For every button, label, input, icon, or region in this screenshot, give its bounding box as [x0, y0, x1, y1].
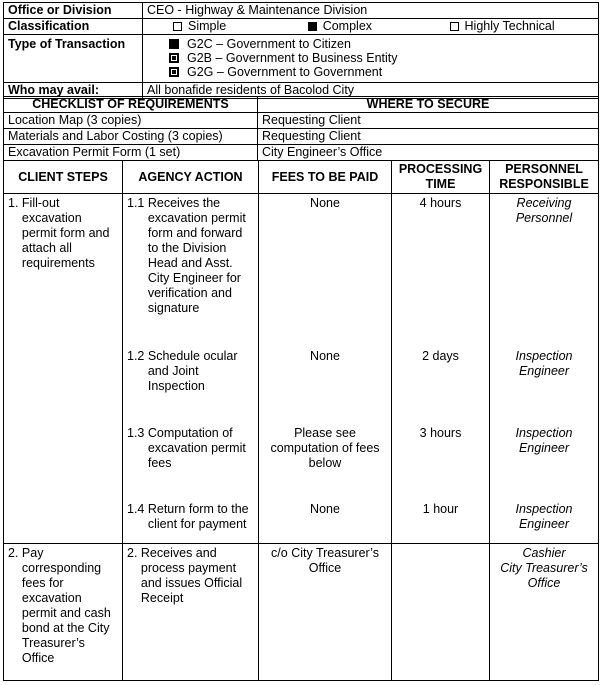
- agency-action: [127, 546, 254, 606]
- personnel-cashier: Cashier: [522, 546, 566, 560]
- requirement-source: Requesting Client: [258, 129, 599, 145]
- fee-value: None: [310, 196, 340, 210]
- fee-value: None: [310, 502, 340, 516]
- action-number: 1.4: [127, 502, 148, 516]
- checked-box-icon: [169, 67, 179, 77]
- fees-header: FEES TO BE PAID: [259, 161, 392, 194]
- option-label: G2C – Government to Citizen: [187, 37, 351, 51]
- option-label: Complex: [322, 19, 373, 33]
- agency-action-header: AGENCY ACTION: [123, 161, 259, 194]
- client-steps-header: CLIENT STEPS: [4, 161, 123, 194]
- requirement-item: Excavation Permit Form (1 set): [4, 145, 258, 161]
- fee-value: Please see computation of fees below: [270, 426, 380, 470]
- classification-complex: [308, 19, 372, 34]
- action-number: 1.3: [127, 426, 148, 440]
- checked-box-icon: [169, 53, 179, 63]
- fee-value: c/o City Treasurer’s Office: [259, 544, 392, 681]
- processing-time-header: PROCESSING TIME: [392, 161, 490, 194]
- fees-cell: [259, 194, 392, 544]
- time-value: 3 hours: [419, 426, 462, 440]
- action-number: 1.2: [127, 349, 148, 363]
- type-options: [143, 35, 599, 83]
- personnel-cell: [490, 194, 599, 544]
- requirement-source: City Engineer’s Office: [258, 145, 599, 161]
- action-number: 2.: [127, 546, 141, 560]
- classification-label: Classification: [4, 19, 143, 35]
- time-value: 4 hours: [419, 196, 462, 210]
- who-may-avail-label: Who may avail:: [4, 83, 143, 99]
- agency-action: [127, 349, 254, 426]
- time-value: 2 days: [422, 349, 459, 363]
- agency-action-cell: [123, 544, 259, 681]
- personnel-value: [490, 544, 599, 681]
- requirement-item: Materials and Labor Costing (3 copies): [4, 129, 258, 145]
- requirements-header: CHECKLIST OF REQUIREMENTS: [4, 97, 258, 113]
- who-may-avail-value: All bonafide residents of Bacolod City: [143, 83, 599, 99]
- classification-highly-technical: [450, 19, 555, 34]
- action-text: Schedule ocular and Joint Inspection: [147, 349, 238, 393]
- classification-options: [143, 19, 599, 35]
- personnel-header: PERSONNEL RESPONSIBLE: [490, 161, 599, 194]
- action-text: Receives the excavation permit form and forward to the Division Head and Asst. City Engineer for verification and signature: [147, 196, 246, 315]
- option-label: Simple: [188, 19, 227, 33]
- fee-value: None: [310, 349, 340, 363]
- step-text: Fill-out excavation permit form and attach all requirements: [21, 196, 110, 270]
- client-step: [8, 196, 118, 271]
- agency-action-cell: [123, 194, 259, 544]
- checked-box-icon: [169, 39, 179, 49]
- step-number: 2.: [8, 546, 22, 560]
- personnel-value: Inspection Engineer: [515, 426, 573, 455]
- process-steps-table: [3, 160, 599, 681]
- classification-simple: [173, 19, 226, 34]
- action-text: Receives and process payment and issues Official Receipt: [140, 546, 243, 605]
- office-value: CEO - Highway & Maintenance Division: [143, 3, 599, 19]
- where-to-secure-header: WHERE TO SECURE: [258, 97, 599, 113]
- service-info-table: [3, 2, 599, 99]
- option-label: G2G – Government to Government: [187, 65, 383, 79]
- time-value: 1 hour: [422, 502, 459, 516]
- time-cell: [392, 194, 490, 544]
- agency-action: [127, 196, 254, 349]
- option-label: Highly Technical: [464, 19, 555, 33]
- client-step: [8, 546, 118, 666]
- personnel-value: Receiving Personnel: [515, 196, 573, 225]
- personnel-value: Inspection Engineer: [515, 349, 573, 378]
- client-step-cell: [4, 544, 123, 681]
- requirements-table: [3, 96, 599, 161]
- step-number: 1.: [8, 196, 22, 210]
- action-number: 1.1: [127, 196, 148, 210]
- action-text: Return form to the client for payment: [147, 502, 249, 531]
- agency-action: [127, 426, 254, 502]
- action-text: Computation of excavation permit fees: [147, 426, 246, 470]
- checkbox-icon: [450, 22, 459, 31]
- requirement-item: Location Map (3 copies): [4, 113, 258, 129]
- office-label: Office or Division: [4, 3, 143, 19]
- type-g2g: [169, 65, 594, 79]
- checkbox-icon: [173, 22, 182, 31]
- personnel-value: Inspection Engineer: [515, 502, 573, 531]
- type-g2b: [169, 51, 594, 65]
- type-g2c: [169, 37, 594, 51]
- time-value: [392, 544, 490, 681]
- step-text: Pay corresponding fees for excavation permit and cash bond at the City Treasurer’s Office: [21, 546, 111, 665]
- type-label: Type of Transaction: [4, 35, 143, 83]
- personnel-office: City Treasurer’s Office: [500, 561, 588, 590]
- option-label: G2B – Government to Business Entity: [187, 51, 398, 65]
- agency-action: [127, 502, 254, 532]
- client-step-cell: [4, 194, 123, 544]
- requirement-source: Requesting Client: [258, 113, 599, 129]
- checked-checkbox-icon: [308, 22, 317, 31]
